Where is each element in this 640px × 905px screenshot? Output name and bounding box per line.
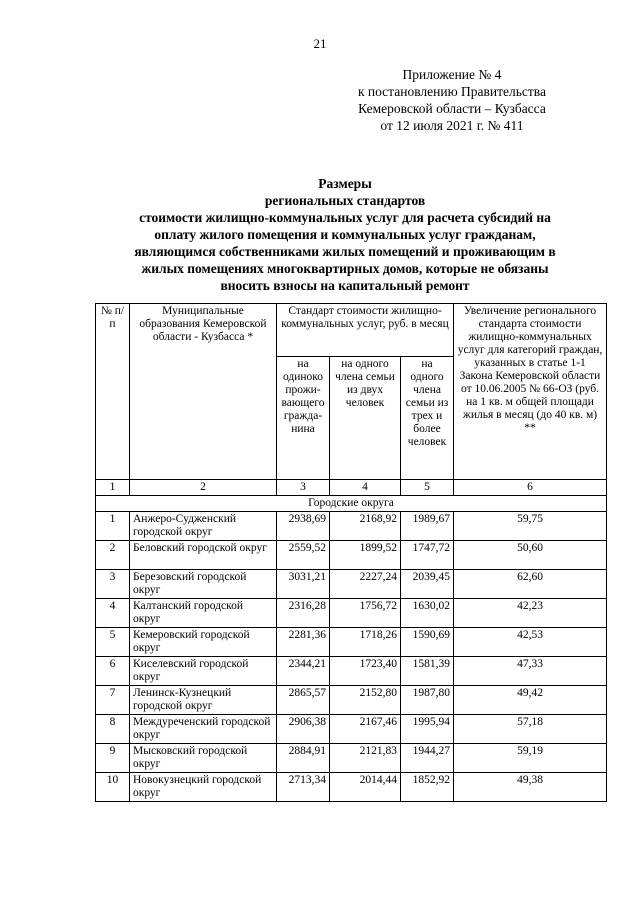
table-row xyxy=(96,599,607,628)
value-three: 1944,27 xyxy=(401,744,454,773)
municipality-name: Анжеро-Судженский городской округ xyxy=(130,512,277,541)
row-number: 6 xyxy=(96,657,130,686)
table-row xyxy=(96,570,607,599)
title-line: являющимся собственниками жилых помещений и проживающим в xyxy=(134,244,556,259)
value-increase: 57,18 xyxy=(454,715,607,744)
row-number: 7 xyxy=(96,686,130,715)
municipality-name: Березовский городской округ xyxy=(130,570,277,599)
municipality-name: Новокузнецкий городской округ xyxy=(130,773,277,802)
table-row xyxy=(96,744,607,773)
value-two: 2152,80 xyxy=(330,686,401,715)
annex-block xyxy=(358,66,546,134)
municipality-name: Ленинск-Кузнецкий городской округ xyxy=(130,686,277,715)
row-number: 5 xyxy=(96,628,130,657)
annex-line: Приложение № 4 xyxy=(402,67,502,82)
value-increase: 50,60 xyxy=(454,541,607,570)
value-single: 2344,21 xyxy=(277,657,330,686)
group-row xyxy=(96,496,607,512)
header-num: № п/п xyxy=(96,304,130,480)
header-sub-three: на одного члена семьи из трех и более человек xyxy=(401,357,454,480)
annex-line: Кемеровской области – Кузбасса xyxy=(358,101,546,116)
value-increase: 49,42 xyxy=(454,686,607,715)
row-number: 10 xyxy=(96,773,130,802)
title-line: стоимости жилищно-коммунальных услуг для расчета субсидий на xyxy=(139,210,551,225)
value-increase: 42,53 xyxy=(454,628,607,657)
value-two: 1756,72 xyxy=(330,599,401,628)
municipality-name: Мысковский городской округ xyxy=(130,744,277,773)
value-single: 2281,36 xyxy=(277,628,330,657)
row-number: 8 xyxy=(96,715,130,744)
value-single: 2713,34 xyxy=(277,773,330,802)
header-standard: Стандарт стоимости жилищно-коммунальных услуг, руб. в месяц xyxy=(277,304,454,357)
value-three: 2039,45 xyxy=(401,570,454,599)
value-three: 1630,02 xyxy=(401,599,454,628)
group-label: Городские округа xyxy=(96,496,607,512)
value-two: 1723,40 xyxy=(330,657,401,686)
header-sub-single: на одиноко прожи-вающего гражда-нина xyxy=(277,357,330,480)
title-line: Размеры xyxy=(318,176,372,191)
value-two: 2014,44 xyxy=(330,773,401,802)
value-single: 2316,28 xyxy=(277,599,330,628)
document-title xyxy=(80,175,610,294)
title-line: вносить взносы на капитальный ремонт xyxy=(220,278,470,293)
index-cell: 2 xyxy=(130,480,277,496)
index-cell: 3 xyxy=(277,480,330,496)
value-single: 2884,91 xyxy=(277,744,330,773)
value-increase: 49,38 xyxy=(454,773,607,802)
municipality-name: Киселевский городской округ xyxy=(130,657,277,686)
value-three: 1995,94 xyxy=(401,715,454,744)
value-increase: 59,75 xyxy=(454,512,607,541)
row-number: 9 xyxy=(96,744,130,773)
table-row xyxy=(96,628,607,657)
header-municipality: Муниципальные образования Кемеровской области - Кузбасса * xyxy=(130,304,277,480)
annex-line: к постановлению Правительства xyxy=(357,84,546,99)
row-number: 4 xyxy=(96,599,130,628)
municipality-name: Беловский городской округ xyxy=(130,541,277,570)
table-row xyxy=(96,715,607,744)
value-single: 2865,57 xyxy=(277,686,330,715)
standards-table xyxy=(95,303,607,802)
index-row xyxy=(96,480,607,496)
value-two: 2227,24 xyxy=(330,570,401,599)
value-two: 1718,26 xyxy=(330,628,401,657)
table-row xyxy=(96,773,607,802)
row-number: 2 xyxy=(96,541,130,570)
municipality-name: Калтанский городской округ xyxy=(130,599,277,628)
table-row xyxy=(96,686,607,715)
table-row xyxy=(96,512,607,541)
annex-line: от 12 июля 2021 г. № 411 xyxy=(380,118,524,133)
header-increase: Увеличение регионального стандарта стоимости жилищно-коммунальных услуг для категорий граждан, указанных в статье 1-1 Закона Кемеровской области от 10.06.2005 № 66-ОЗ (руб. на 1 кв. м общей площади жилья в месяц (до 40 кв. м) ** xyxy=(454,304,607,480)
value-single: 2938,69 xyxy=(277,512,330,541)
header-sub-two: на одного члена семьи из двух человек xyxy=(330,357,401,480)
page-number: 21 xyxy=(313,36,327,51)
value-increase: 59,19 xyxy=(454,744,607,773)
value-three: 1987,80 xyxy=(401,686,454,715)
title-line: региональных стандартов xyxy=(264,193,426,208)
value-two: 2121,83 xyxy=(330,744,401,773)
index-cell: 4 xyxy=(330,480,401,496)
row-number: 3 xyxy=(96,570,130,599)
value-increase: 42,23 xyxy=(454,599,607,628)
index-cell: 6 xyxy=(454,480,607,496)
table-row xyxy=(96,657,607,686)
municipality-name: Междуреченский городской округ xyxy=(130,715,277,744)
value-increase: 47,33 xyxy=(454,657,607,686)
value-two: 2167,46 xyxy=(330,715,401,744)
value-single: 3031,21 xyxy=(277,570,330,599)
value-three: 1747,72 xyxy=(401,541,454,570)
value-three: 1989,67 xyxy=(401,512,454,541)
value-three: 1590,69 xyxy=(401,628,454,657)
value-two: 1899,52 xyxy=(330,541,401,570)
value-single: 2906,38 xyxy=(277,715,330,744)
municipality-name: Кемеровский городской округ xyxy=(130,628,277,657)
value-increase: 62,60 xyxy=(454,570,607,599)
table-row xyxy=(96,541,607,570)
index-cell: 5 xyxy=(401,480,454,496)
value-two: 2168,92 xyxy=(330,512,401,541)
value-single: 2559,52 xyxy=(277,541,330,570)
index-cell: 1 xyxy=(96,480,130,496)
value-three: 1581,39 xyxy=(401,657,454,686)
row-number: 1 xyxy=(96,512,130,541)
title-line: оплату жилого помещения и коммунальных услуг гражданам, xyxy=(154,227,536,242)
title-line: жилых помещениях многоквартирных домов, которые не обязаны xyxy=(141,261,549,276)
value-three: 1852,92 xyxy=(401,773,454,802)
